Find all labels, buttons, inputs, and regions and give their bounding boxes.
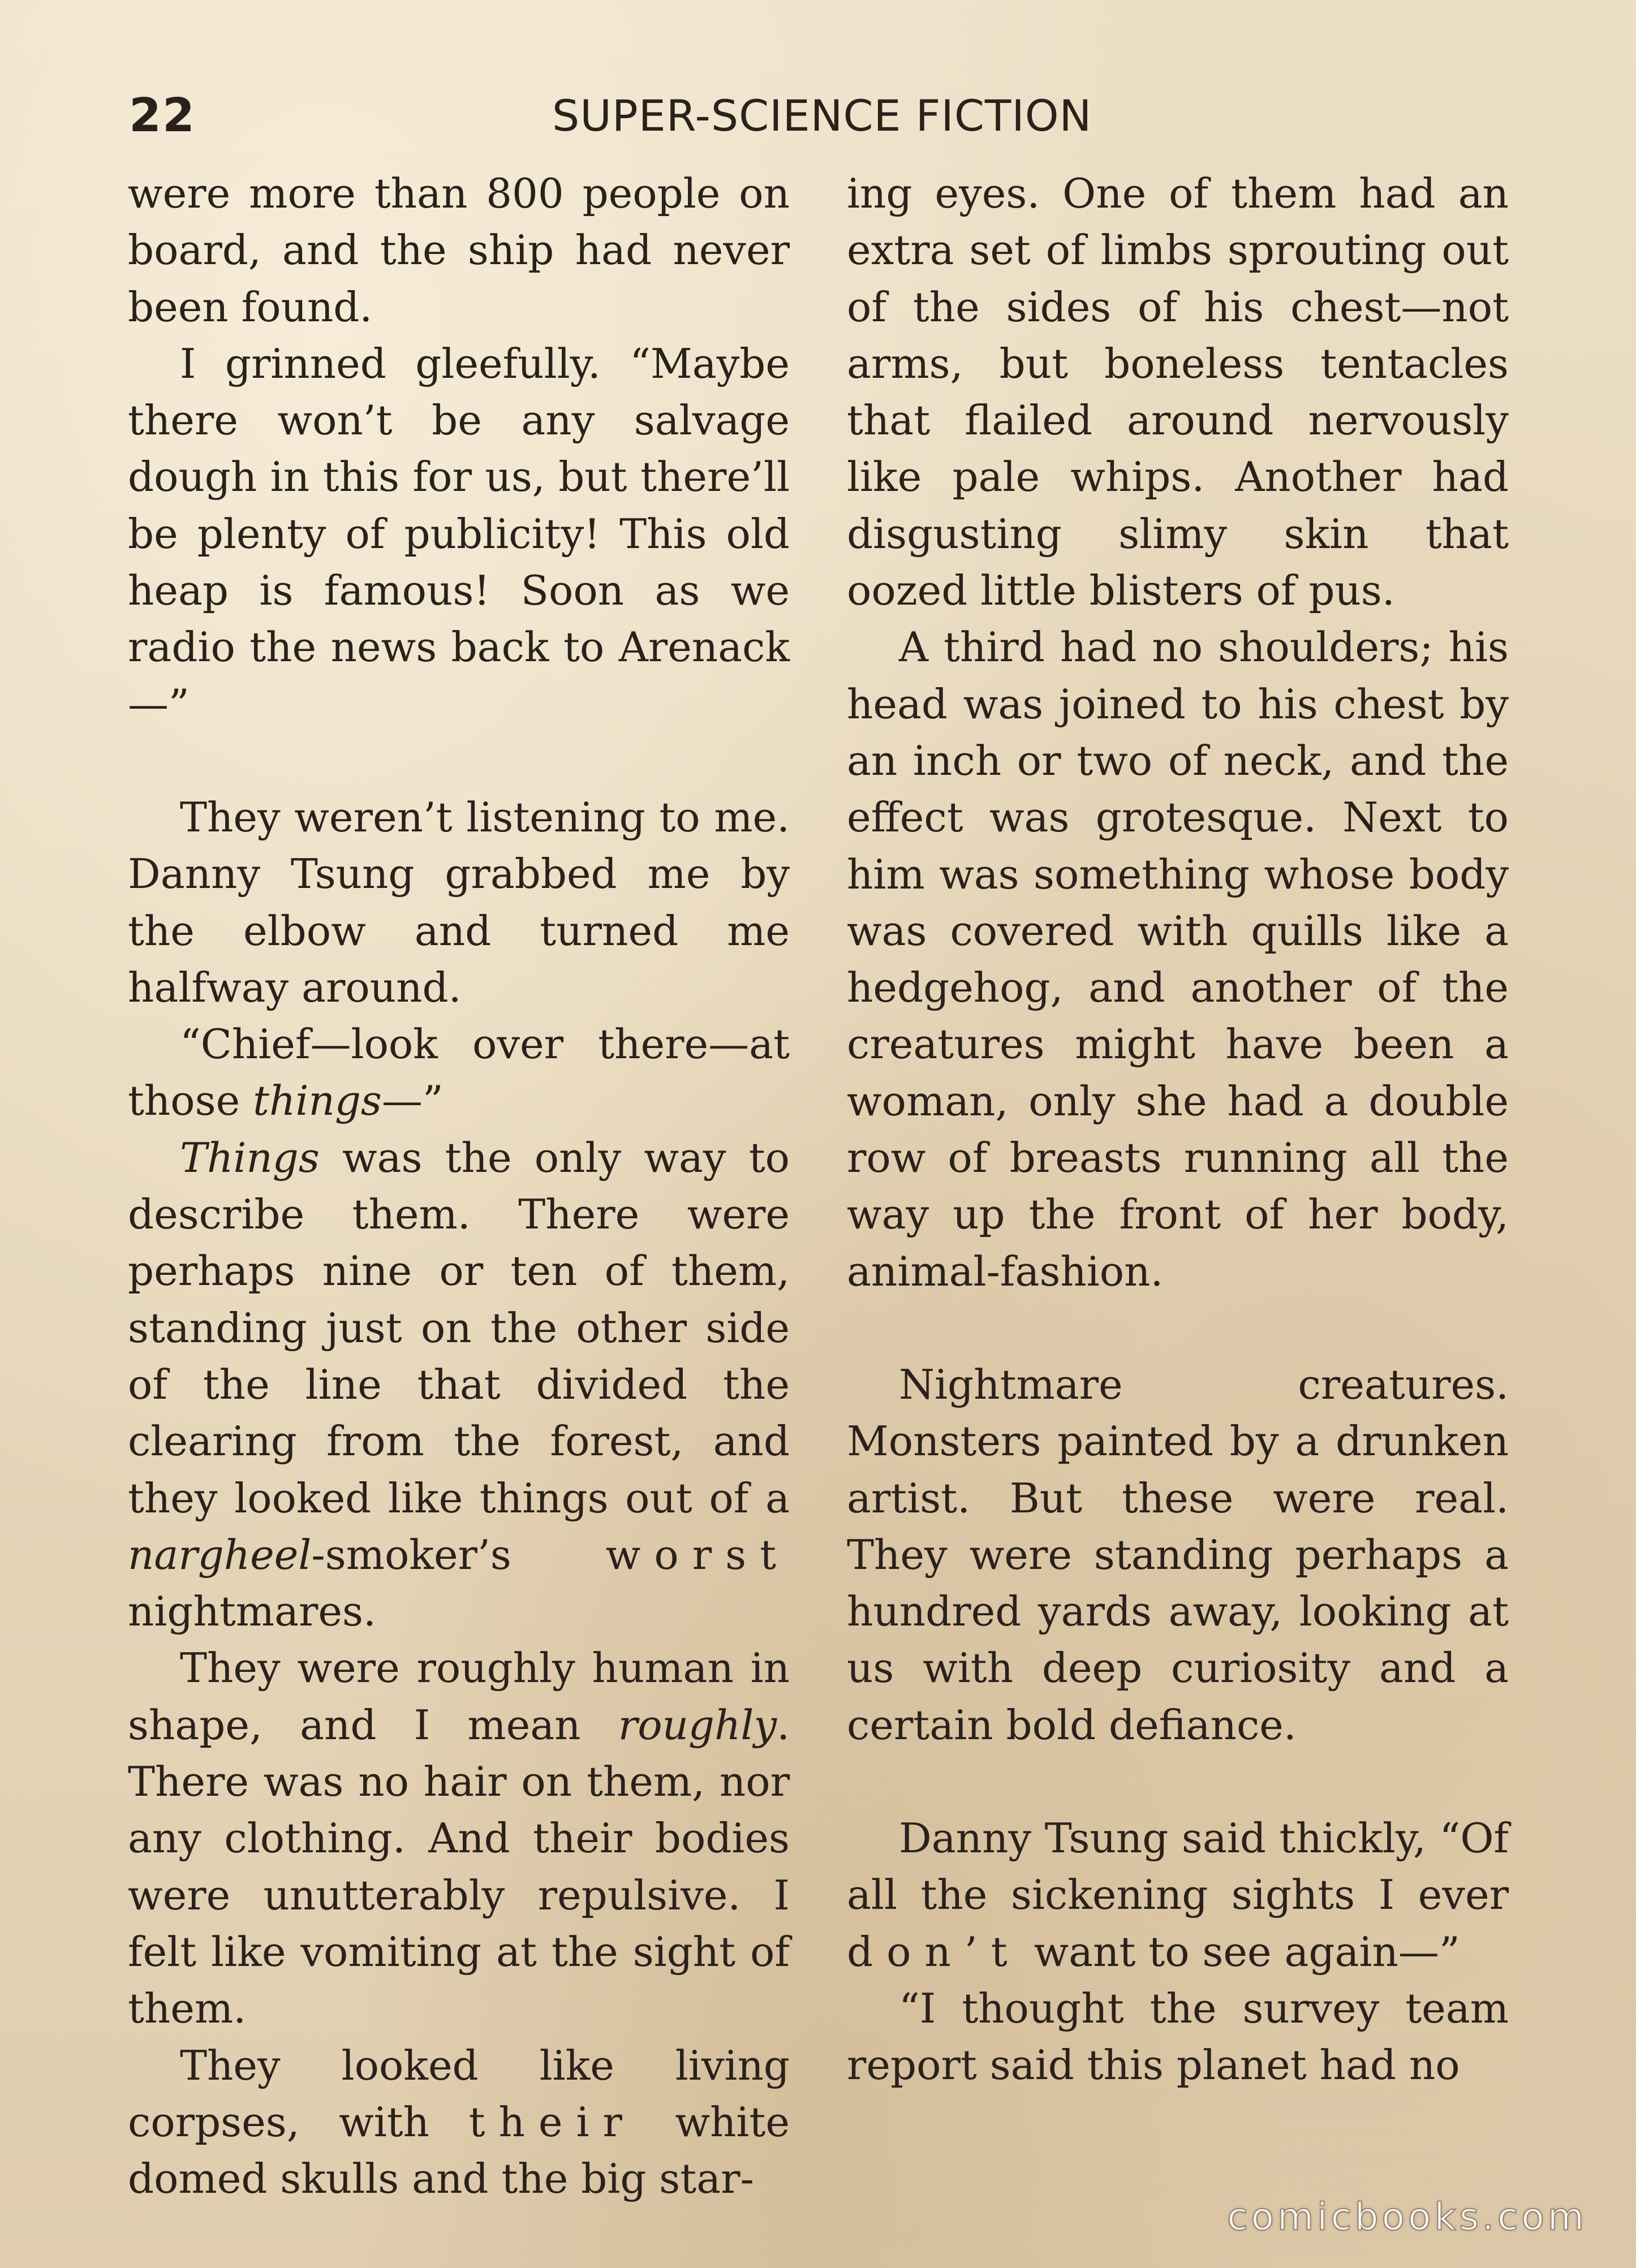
text-run: . There was no hair on them, nor any clothing. And their bodies were unutterably repulsive. I felt like vomiting at the sight of them. — [128, 1701, 790, 2033]
text-run: nightmares. — [128, 1588, 376, 1636]
paragraph: ing eyes. One of them had an extra set of limbs sprouting out of the sides of his chest—not arms, but boneless tentacles that flailed around nervously like pale whips. Another had disgusting slimy skin that oozed little blisters of pus. — [847, 170, 1509, 615]
text-run: white domed skulls and the big star- — [128, 2098, 790, 2203]
paragraph: Nightmare creatures. Monsters painted by a drunken artist. But these were real. They were standing perhaps a hundred yards away, looking at us with deep curiosity and a certain bold defiance. — [847, 1360, 1509, 1749]
letterspaced-text: worst — [605, 1530, 790, 1579]
paragraph: “I thought the survey team report said this planet had no — [847, 1984, 1509, 2089]
italic-text: nargheel — [128, 1530, 312, 1579]
paragraph: A third had no shoulders; his head was joined to his chest by an inch or two of neck, and the effect was grotesque. Next to him was something whose body was covered with quills like a hedgehog, and another of the creatures might have been a woman, only she had a double row of breasts running all the way up the front of her body, animal-fashion. — [847, 623, 1509, 1295]
text-run: They looked like living corpses, with — [128, 2041, 790, 2146]
left-column — [128, 165, 790, 2207]
text-run: —” — [381, 1077, 444, 1125]
text-run: “Chief—look over there—at those — [128, 1020, 790, 1125]
letterspaced-text: don’t — [847, 1928, 1021, 1976]
paragraph: I grinned gleefully. “Maybe there won’t be any salvage dough in this for us, but there’ll be plenty of publicity! This old heap is famous! Soon as we radio the news back to Arenack—” — [128, 339, 790, 728]
text-run: want to see again—” — [1021, 1928, 1460, 1976]
page-number: 22 — [129, 89, 196, 143]
paragraph: They weren’t listening to me. Danny Tsung grabbed me by the elbow and turned me halfway around. — [128, 793, 790, 1011]
italic-text: roughly — [618, 1701, 777, 1749]
paragraph — [128, 1129, 790, 1640]
paragraph — [128, 1640, 790, 2037]
watermark: comicbooks.com — [1227, 2195, 1587, 2239]
text-run: was the only way to describe them. There were perhaps nine or ten of them, standing just on the other side of the line that divided the clearing from the forest, and they looked like things out of a — [128, 1133, 790, 1522]
letterspaced-text: their — [468, 2098, 636, 2146]
paragraph — [847, 1810, 1509, 1980]
page-header — [0, 85, 1636, 147]
right-column — [847, 165, 1509, 2094]
running-title: SUPER-SCIENCE FICTION — [552, 90, 1092, 141]
paragraph: were more than 800 people on board, and the ship had never been found. — [128, 170, 790, 331]
text-run: Danny Tsung said thickly, “Of all the sickening sights I ever — [847, 1814, 1509, 1919]
italic-text: things — [253, 1077, 382, 1125]
paragraph — [128, 2037, 790, 2207]
text-run: They were roughly human in shape, and I mean — [128, 1644, 790, 1749]
paragraph — [128, 1016, 790, 1129]
text-run: -smoker’s — [311, 1530, 606, 1579]
italic-text: Things — [180, 1133, 320, 1182]
